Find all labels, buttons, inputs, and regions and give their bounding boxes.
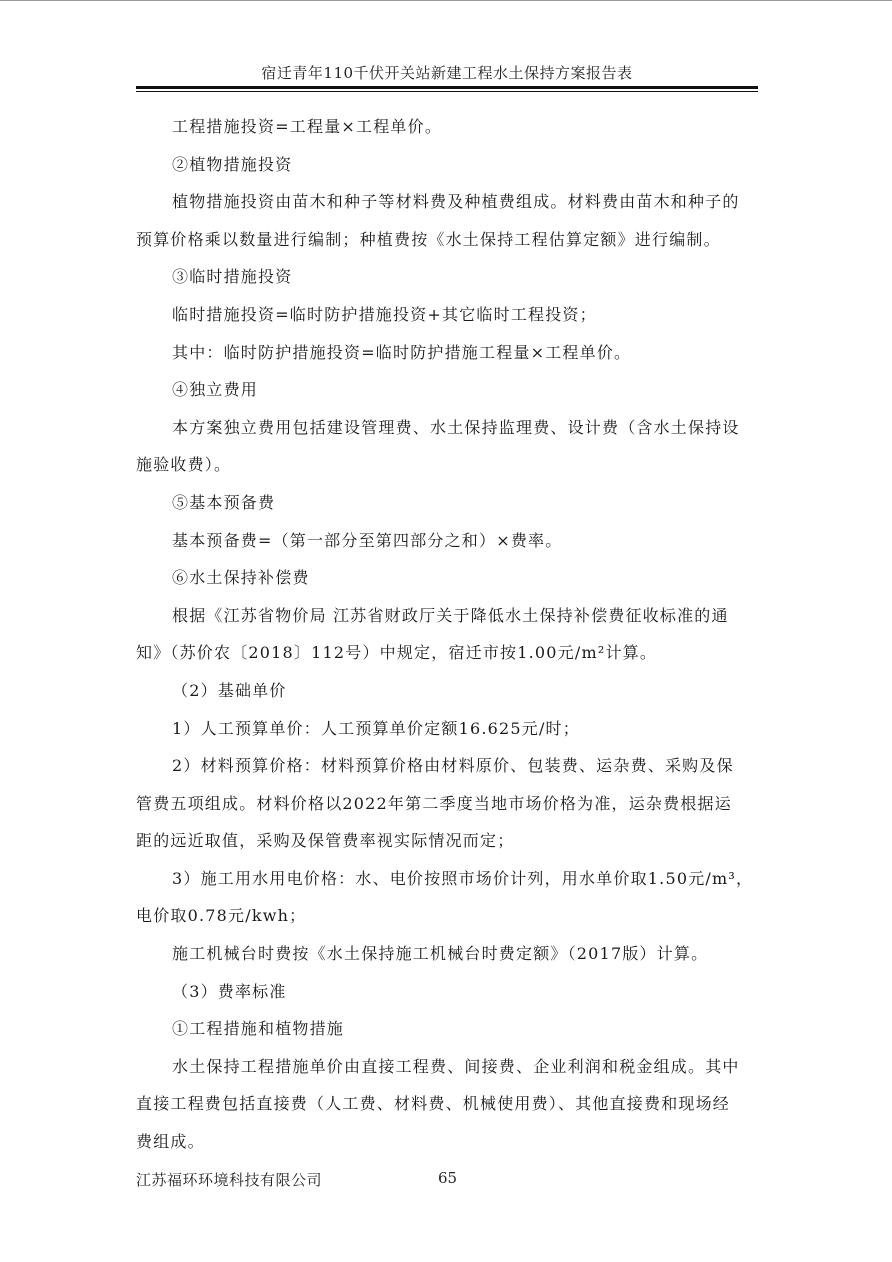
paragraph-line: 管费五项组成。材料价格以2022年第二季度当地市场价格为准，运杂费根据运 [136,793,732,813]
page-header-title: 宿迁青年110千伏开关站新建工程水土保持方案报告表 [261,64,633,82]
header-rule-thick [136,86,758,89]
paragraph-line: 本方案独立费用包括建设管理费、水土保持监理费、设计费（含水土保持设 [172,417,740,437]
paragraph-line: 2）材料预算价格：材料预算价格由材料原价、包装费、运杂费、采购及保 [172,756,734,776]
paragraph-line: 其中：临时防护措施投资=临时防护措施工程量×工程单价。 [172,342,632,362]
header-rule-thin [136,91,758,92]
paragraph-line: 1）人工预算单价：人工预算单价定额16.625元/时； [172,718,580,738]
paragraph-line: 电价取0.78元/kwh； [136,906,307,926]
paragraph-line: 工程措施投资=工程量×工程单价。 [172,117,443,136]
paragraph-line: 3）施工用水用电价格：水、电价按照市场价计列，用水单价取1.50元/m³， [172,868,754,888]
paragraph-line: 水土保持工程措施单价由直接工程费、间接费、企业利润和税金组成。其中 [172,1056,740,1076]
paragraph-line: 直接工程费包括直接费（人工费、材料费、机械使用费）、其他直接费和现场经 [136,1094,731,1114]
paragraph-line: ⑥水土保持补偿费 [172,568,310,588]
paragraph-line: 临时措施投资=临时防护措施投资+其它临时工程投资； [172,304,597,324]
paragraph-line: ②植物措施投资 [172,154,293,174]
paragraph-line: 施验收费）。 [136,455,232,475]
paragraph-line: ①工程措施和植物措施 [172,1019,345,1039]
paragraph-line: 费组成。 [136,1132,205,1152]
paragraph-line: 预算价格乘以数量进行编制；种植费按《水土保持工程估算定额》进行编制。 [136,229,721,249]
page-top-border [0,0,892,1]
paragraph-line: （2）基础单价 [172,680,287,700]
paragraph-line: 施工机械台时费按《水土保持施工机械台时费定额》（2017版）计算。 [172,944,709,964]
paragraph-line: 知》（苏价农〔2018〕112号）中规定，宿迁市按1.00元/m²计算。 [136,643,658,663]
paragraph-line: 基本预备费=（第一部分至第四部分之和）×费率。 [172,530,563,550]
paragraph-line: 植物措施投资由苗木和种子等材料费及种植费组成。材料费由苗木和种子的 [172,192,740,212]
paragraph-line: ⑤基本预备费 [172,492,276,512]
paragraph-line: 距的远近取值，采购及保管费率视实际情况而定； [136,831,515,851]
paragraph-line: ④独立费用 [172,380,259,400]
paragraph-line: 根据《江苏省物价局 江苏省财政厅关于降低水土保持补偿费征收标准的通 [172,605,729,625]
paragraph-line: ③临时措施投资 [172,267,293,287]
footer-company-name: 江苏福环环境科技有限公司 [136,1171,323,1189]
document-body [136,108,758,1161]
paragraph-line: （3）费率标准 [172,981,287,1001]
footer-page-number: 65 [438,1169,458,1187]
